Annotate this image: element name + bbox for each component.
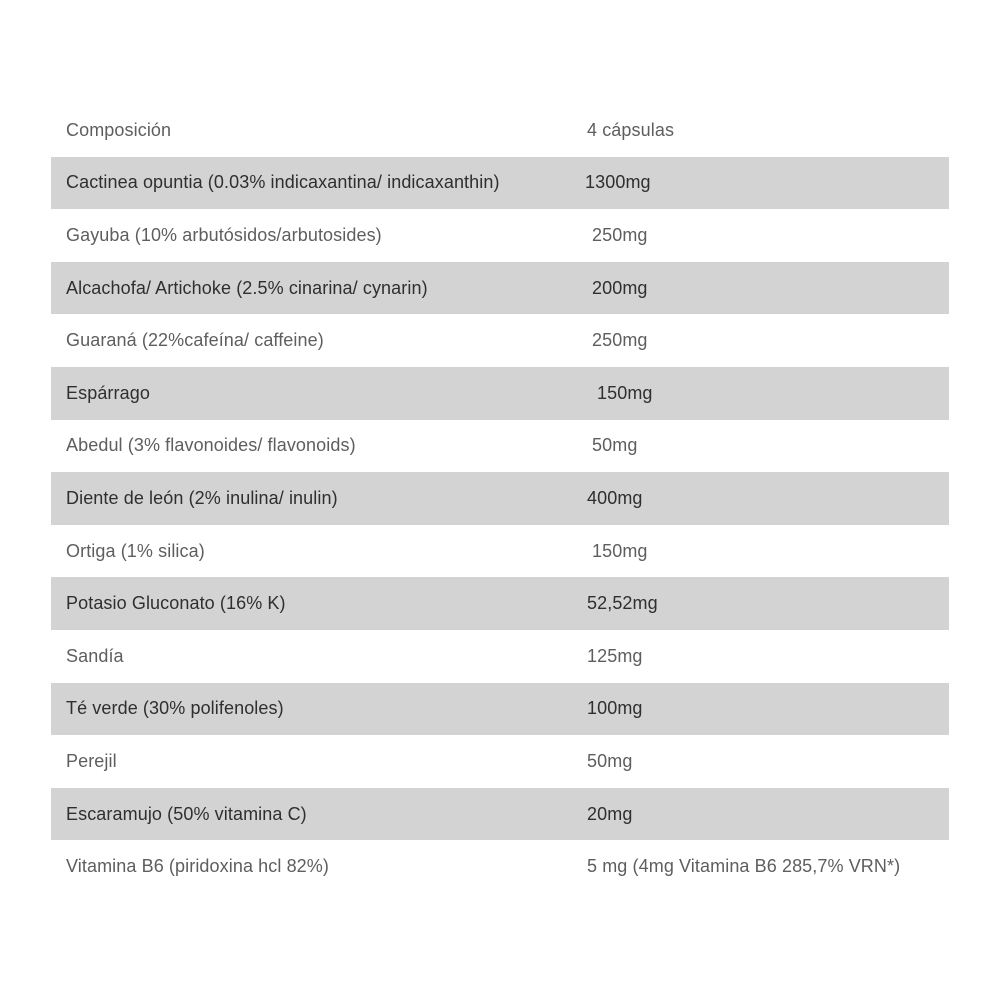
ingredient-name: Abedul (3% flavonoides/ flavonoids) xyxy=(66,435,356,456)
ingredient-name: Guaraná (22%cafeína/ caffeine) xyxy=(66,330,324,351)
header-capsules-label: 4 cápsulas xyxy=(587,119,675,140)
ingredient-name: Té verde (30% polifenoles) xyxy=(66,698,284,719)
header-composition-label: Composición xyxy=(66,119,172,140)
table-row xyxy=(51,630,949,683)
ingredient-name: Escaramujo (50% vitamina C) xyxy=(66,803,307,824)
ingredient-amount: 250mg xyxy=(592,224,648,245)
ingredient-name: Diente de león (2% inulina/ inulin) xyxy=(66,487,338,508)
ingredient-amount: 5 mg (4mg Vitamina B6 285,7% VRN*) xyxy=(587,856,901,877)
ingredient-amount: 150mg xyxy=(592,540,648,561)
ingredient-amount: 50mg xyxy=(592,435,638,456)
ingredient-name: Potasio Gluconato (16% K) xyxy=(66,593,286,614)
ingredient-amount: 125mg xyxy=(587,645,643,666)
table-row xyxy=(51,314,949,367)
table-row xyxy=(51,262,949,315)
table-row xyxy=(51,683,949,736)
ingredient-amount: 200mg xyxy=(592,277,648,298)
composition-table xyxy=(51,104,949,893)
table-row xyxy=(51,788,949,841)
table-row xyxy=(51,157,949,210)
ingredient-name: Espárrago xyxy=(66,382,150,403)
ingredient-amount: 1300mg xyxy=(585,172,651,193)
ingredient-name: Alcachofa/ Artichoke (2.5% cinarina/ cynarin) xyxy=(66,277,428,298)
table-row xyxy=(51,209,949,262)
ingredient-amount: 52,52mg xyxy=(587,593,658,614)
ingredient-name: Vitamina B6 (piridoxina hcl 82%) xyxy=(66,856,329,877)
table-row xyxy=(51,735,949,788)
ingredient-amount: 400mg xyxy=(587,487,643,508)
ingredient-name: Sandía xyxy=(66,645,124,666)
ingredient-name: Ortiga (1% silica) xyxy=(66,540,205,561)
ingredient-name: Perejil xyxy=(66,750,117,771)
ingredient-name: Cactinea opuntia (0.03% indicaxantina/ indicaxanthin) xyxy=(66,172,500,193)
table-row xyxy=(51,840,949,893)
table-row xyxy=(51,472,949,525)
table-row xyxy=(51,577,949,630)
table-row xyxy=(51,420,949,473)
table-header-row xyxy=(51,104,949,157)
table-row xyxy=(51,367,949,420)
table-row xyxy=(51,525,949,578)
ingredient-name: Gayuba (10% arbutósidos/arbutosides) xyxy=(66,224,382,245)
ingredient-amount: 250mg xyxy=(592,330,648,351)
ingredient-amount: 20mg xyxy=(587,803,633,824)
ingredient-amount: 100mg xyxy=(587,698,643,719)
ingredient-amount: 150mg xyxy=(597,382,653,403)
ingredient-amount: 50mg xyxy=(587,750,633,771)
